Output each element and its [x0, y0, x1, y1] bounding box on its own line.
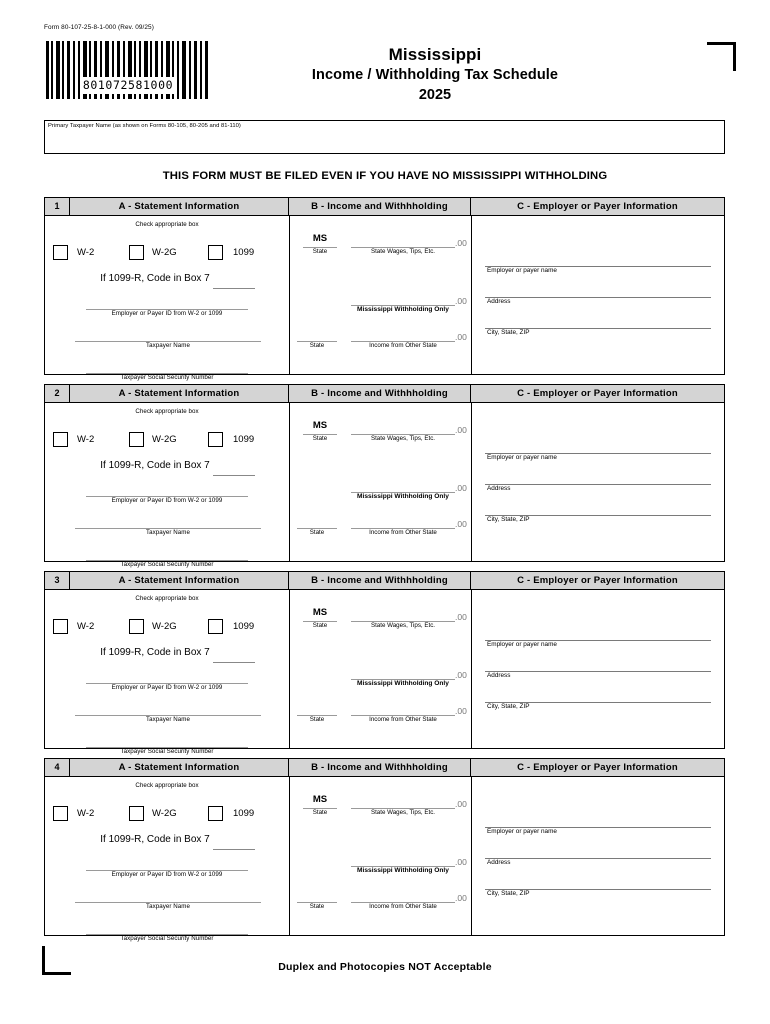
other-state-income-caption: Income from Other State: [369, 903, 437, 910]
ms-withholding-input[interactable]: [351, 664, 455, 677]
code-box7-input[interactable]: [213, 648, 255, 661]
employer-payer-id-input[interactable]: [88, 855, 246, 868]
taxpayer-ssn-caption: Taxpayer Social Security Number: [120, 935, 214, 942]
employer-city-state-zip-caption: City, State, ZIP: [487, 890, 530, 897]
primary-taxpayer-name-box: [44, 120, 725, 154]
employer-address-input[interactable]: [487, 281, 707, 295]
check-instruction: Check appropriate box: [135, 595, 199, 602]
footer-notice: Duplex and Photocopies NOT Acceptable: [278, 961, 492, 973]
checkbox-w2[interactable]: [53, 245, 68, 260]
ms-state-abbrev: MS: [312, 233, 328, 244]
state-caption-row3: State: [309, 529, 325, 536]
statement-header-row: [45, 385, 724, 403]
column-header-a: A - Statement Information: [70, 385, 289, 402]
cents-suffix-row2: .00: [455, 670, 467, 680]
section-a: [45, 216, 289, 381]
taxpayer-ssn-input[interactable]: [88, 732, 246, 745]
ms-withholding-caption: Mississippi Withholding Only: [357, 493, 449, 500]
statement-block: [44, 197, 725, 381]
checkbox-label-1099: 1099: [233, 247, 255, 258]
cents-suffix-row1: .00: [455, 238, 467, 248]
employer-city-state-zip-caption: City, State, ZIP: [487, 516, 530, 523]
code-box7-label: If 1099-R, Code in Box 7: [100, 834, 210, 845]
cents-suffix-row2: .00: [455, 857, 467, 867]
statement-block: [44, 758, 725, 942]
ms-withholding-caption: Mississippi Withholding Only: [357, 306, 449, 313]
filing-notice: THIS FORM MUST BE FILED EVEN IF YOU HAVE NO MISSISSIPPI WITHHOLDING: [162, 170, 608, 182]
check-instruction: Check appropriate box: [135, 408, 199, 415]
statement-number: 1: [45, 198, 70, 215]
checkbox-1099[interactable]: [208, 806, 223, 821]
taxpayer-name-caption: Taxpayer Name: [146, 342, 190, 349]
taxpayer-name-caption: Taxpayer Name: [146, 529, 190, 536]
other-state-abbrev-input[interactable]: [297, 327, 337, 339]
code-box7-input[interactable]: [213, 274, 255, 287]
code-box7-underline: [213, 288, 255, 289]
employer-name-caption: Employer or payer name: [487, 267, 557, 274]
cents-suffix-row3: .00: [455, 893, 467, 903]
code-box7-label: If 1099-R, Code in Box 7: [100, 647, 210, 658]
taxpayer-name-input[interactable]: [77, 326, 259, 339]
other-state-abbrev-input[interactable]: [297, 514, 337, 526]
code-box7-input[interactable]: [213, 461, 255, 474]
ms-state-abbrev: MS: [312, 420, 328, 431]
code-box7-label: If 1099-R, Code in Box 7: [100, 460, 210, 471]
other-state-income-input[interactable]: [351, 326, 455, 339]
checkbox-w2[interactable]: [53, 619, 68, 634]
employer-payer-id-caption: Employer or Payer ID from W-2 or 1099: [111, 310, 223, 317]
employer-address-input[interactable]: [487, 842, 707, 856]
state-caption-row1: State: [312, 809, 328, 816]
column-header-b: B - Income and Withhholding: [289, 572, 471, 589]
other-state-abbrev-input[interactable]: [297, 888, 337, 900]
cents-suffix-row1: .00: [455, 799, 467, 809]
section-b: [289, 777, 471, 936]
employer-address-line: [485, 483, 711, 485]
state-caption-row1: State: [312, 435, 328, 442]
taxpayer-ssn-input[interactable]: [88, 358, 246, 371]
state-wages-input[interactable]: [351, 419, 455, 432]
state-caption-row1: State: [312, 622, 328, 629]
check-instruction: Check appropriate box: [135, 221, 199, 228]
ms-withholding-caption: Mississippi Withholding Only: [357, 867, 449, 874]
column-header-c: C - Employer or Payer Information: [517, 762, 678, 773]
title-state: Mississippi: [388, 45, 482, 64]
employer-city-state-zip-input[interactable]: [487, 873, 707, 887]
section-c: [471, 777, 724, 936]
employer-payer-id-caption: Employer or Payer ID from W-2 or 1099: [111, 684, 223, 691]
check-instruction: Check appropriate box: [135, 782, 199, 789]
state-wages-caption: State Wages, Tips, Etc.: [370, 248, 436, 255]
ms-withholding-input[interactable]: [351, 290, 455, 303]
column-header-a: A - Statement Information: [70, 572, 289, 589]
statement-block: [44, 384, 725, 568]
state-caption-row3: State: [309, 716, 325, 723]
employer-address-input[interactable]: [487, 468, 707, 482]
checkbox-w2g[interactable]: [129, 245, 144, 260]
state-wages-input[interactable]: [351, 232, 455, 245]
state-caption-row3: State: [309, 342, 325, 349]
other-state-abbrev-input[interactable]: [297, 701, 337, 713]
state-caption-row1: State: [312, 248, 328, 255]
cents-suffix-row2: .00: [455, 483, 467, 493]
title-schedule: Income / Withholding Tax Schedule: [311, 67, 559, 83]
employer-address-input[interactable]: [487, 655, 707, 669]
checkbox-label-1099: 1099: [233, 621, 255, 632]
code-box7-underline: [213, 662, 255, 663]
barcode: [44, 41, 210, 99]
other-state-income-caption: Income from Other State: [369, 342, 437, 349]
code-box7-input[interactable]: [213, 835, 255, 848]
employer-city-state-zip-input[interactable]: [487, 686, 707, 700]
checkbox-w2[interactable]: [53, 806, 68, 821]
taxpayer-ssn-caption: Taxpayer Social Security Number: [120, 561, 214, 568]
employer-city-state-zip-input[interactable]: [487, 499, 707, 513]
employer-payer-id-input[interactable]: [88, 481, 246, 494]
checkbox-label-w2g: W-2G: [152, 808, 177, 819]
checkbox-label-1099: 1099: [233, 808, 255, 819]
employer-payer-id-input[interactable]: [88, 668, 246, 681]
state-caption-row3: State: [309, 903, 325, 910]
title-year: 2025: [418, 87, 452, 103]
statement-number: 4: [45, 759, 70, 776]
ms-withholding-caption: Mississippi Withholding Only: [357, 680, 449, 687]
column-header-b: B - Income and Withhholding: [289, 385, 471, 402]
employer-address-caption: Address: [487, 672, 511, 679]
section-b: [289, 590, 471, 749]
column-header-c: C - Employer or Payer Information: [517, 575, 678, 586]
state-wages-caption: State Wages, Tips, Etc.: [370, 435, 436, 442]
state-wages-input[interactable]: [351, 793, 455, 806]
column-header-a: A - Statement Information: [70, 759, 289, 776]
taxpayer-name-caption: Taxpayer Name: [146, 716, 190, 723]
ms-state-abbrev: MS: [312, 607, 328, 618]
cents-suffix-row3: .00: [455, 706, 467, 716]
section-c: [471, 590, 724, 749]
taxpayer-name-caption: Taxpayer Name: [146, 903, 190, 910]
employer-city-state-zip-input[interactable]: [487, 312, 707, 326]
checkbox-label-w2: W-2: [77, 434, 95, 445]
section-a: [45, 403, 289, 568]
statement-header-row: [45, 759, 724, 777]
cents-suffix-row3: .00: [455, 332, 467, 342]
taxpayer-name-input[interactable]: [77, 700, 259, 713]
column-header-c: C - Employer or Payer Information: [517, 388, 678, 399]
primary-taxpayer-name-label: Primary Taxpayer Name (as shown on Forms 80-105, 80-205 and 81-110): [48, 123, 241, 129]
checkbox-w2g[interactable]: [129, 619, 144, 634]
section-b: [289, 216, 471, 375]
ms-state-abbrev: MS: [312, 794, 328, 805]
statement-number: 3: [45, 572, 70, 589]
statement-block: [44, 571, 725, 755]
checkbox-label-w2: W-2: [77, 621, 95, 632]
section-c: [471, 216, 724, 375]
registration-mark-top-right: [707, 42, 736, 71]
checkbox-label-w2: W-2: [77, 247, 95, 258]
other-state-income-input[interactable]: [351, 887, 455, 900]
checkbox-label-w2g: W-2G: [152, 247, 177, 258]
state-wages-caption: State Wages, Tips, Etc.: [370, 809, 436, 816]
taxpayer-name-input[interactable]: [77, 887, 259, 900]
column-header-b: B - Income and Withhholding: [289, 759, 471, 776]
code-box7-underline: [213, 475, 255, 476]
employer-address-line: [485, 296, 711, 298]
taxpayer-ssn-input[interactable]: [88, 919, 246, 932]
section-c: [471, 403, 724, 562]
employer-city-state-zip-caption: City, State, ZIP: [487, 329, 530, 336]
form-title: [250, 44, 620, 105]
cents-suffix-row1: .00: [455, 612, 467, 622]
checkbox-w2g[interactable]: [129, 806, 144, 821]
checkbox-w2g[interactable]: [129, 432, 144, 447]
cents-suffix-row3: .00: [455, 519, 467, 529]
state-wages-caption: State Wages, Tips, Etc.: [370, 622, 436, 629]
statement-header-row: [45, 572, 724, 590]
employer-name-caption: Employer or payer name: [487, 454, 557, 461]
employer-city-state-zip-caption: City, State, ZIP: [487, 703, 530, 710]
checkbox-label-w2g: W-2G: [152, 434, 177, 445]
column-header-c: C - Employer or Payer Information: [517, 201, 678, 212]
ms-withholding-input[interactable]: [351, 851, 455, 864]
employer-name-caption: Employer or payer name: [487, 641, 557, 648]
column-header-b: B - Income and Withhholding: [289, 198, 471, 215]
checkbox-1099[interactable]: [208, 619, 223, 634]
taxpayer-ssn-input[interactable]: [88, 545, 246, 558]
statement-number: 2: [45, 385, 70, 402]
employer-name-input[interactable]: [487, 624, 707, 638]
taxpayer-name-input[interactable]: [77, 513, 259, 526]
other-state-income-input[interactable]: [351, 513, 455, 526]
taxpayer-ssn-caption: Taxpayer Social Security Number: [120, 748, 214, 755]
code-box7-label: If 1099-R, Code in Box 7: [100, 273, 210, 284]
section-b: [289, 403, 471, 562]
employer-name-input[interactable]: [487, 250, 707, 264]
checkbox-1099[interactable]: [208, 245, 223, 260]
ms-withholding-input[interactable]: [351, 477, 455, 490]
other-state-income-caption: Income from Other State: [369, 529, 437, 536]
other-state-income-input[interactable]: [351, 700, 455, 713]
checkbox-label-1099: 1099: [233, 434, 255, 445]
code-box7-underline: [213, 849, 255, 850]
column-header-a: A - Statement Information: [70, 198, 289, 215]
employer-address-line: [485, 670, 711, 672]
checkbox-label-w2: W-2: [77, 808, 95, 819]
employer-payer-id-input[interactable]: [88, 294, 246, 307]
employer-address-caption: Address: [487, 485, 511, 492]
form-number: Form 80-107-25-8-1-000 (Rev. 09/25): [44, 24, 154, 31]
employer-name-input[interactable]: [487, 437, 707, 451]
barcode-digits: 801072581000: [80, 77, 176, 94]
employer-address-caption: Address: [487, 859, 511, 866]
other-state-income-caption: Income from Other State: [369, 716, 437, 723]
cents-suffix-row1: .00: [455, 425, 467, 435]
cents-suffix-row2: .00: [455, 296, 467, 306]
section-a: [45, 777, 289, 942]
checkbox-w2[interactable]: [53, 432, 68, 447]
checkbox-1099[interactable]: [208, 432, 223, 447]
taxpayer-ssn-caption: Taxpayer Social Security Number: [120, 374, 214, 381]
employer-payer-id-caption: Employer or Payer ID from W-2 or 1099: [111, 497, 223, 504]
section-a: [45, 590, 289, 755]
employer-address-line: [485, 857, 711, 859]
employer-name-input[interactable]: [487, 811, 707, 825]
employer-payer-id-caption: Employer or Payer ID from W-2 or 1099: [111, 871, 223, 878]
statement-header-row: [45, 198, 724, 216]
state-wages-input[interactable]: [351, 606, 455, 619]
employer-name-caption: Employer or payer name: [487, 828, 557, 835]
primary-taxpayer-name-input[interactable]: [48, 133, 720, 152]
employer-address-caption: Address: [487, 298, 511, 305]
checkbox-label-w2g: W-2G: [152, 621, 177, 632]
